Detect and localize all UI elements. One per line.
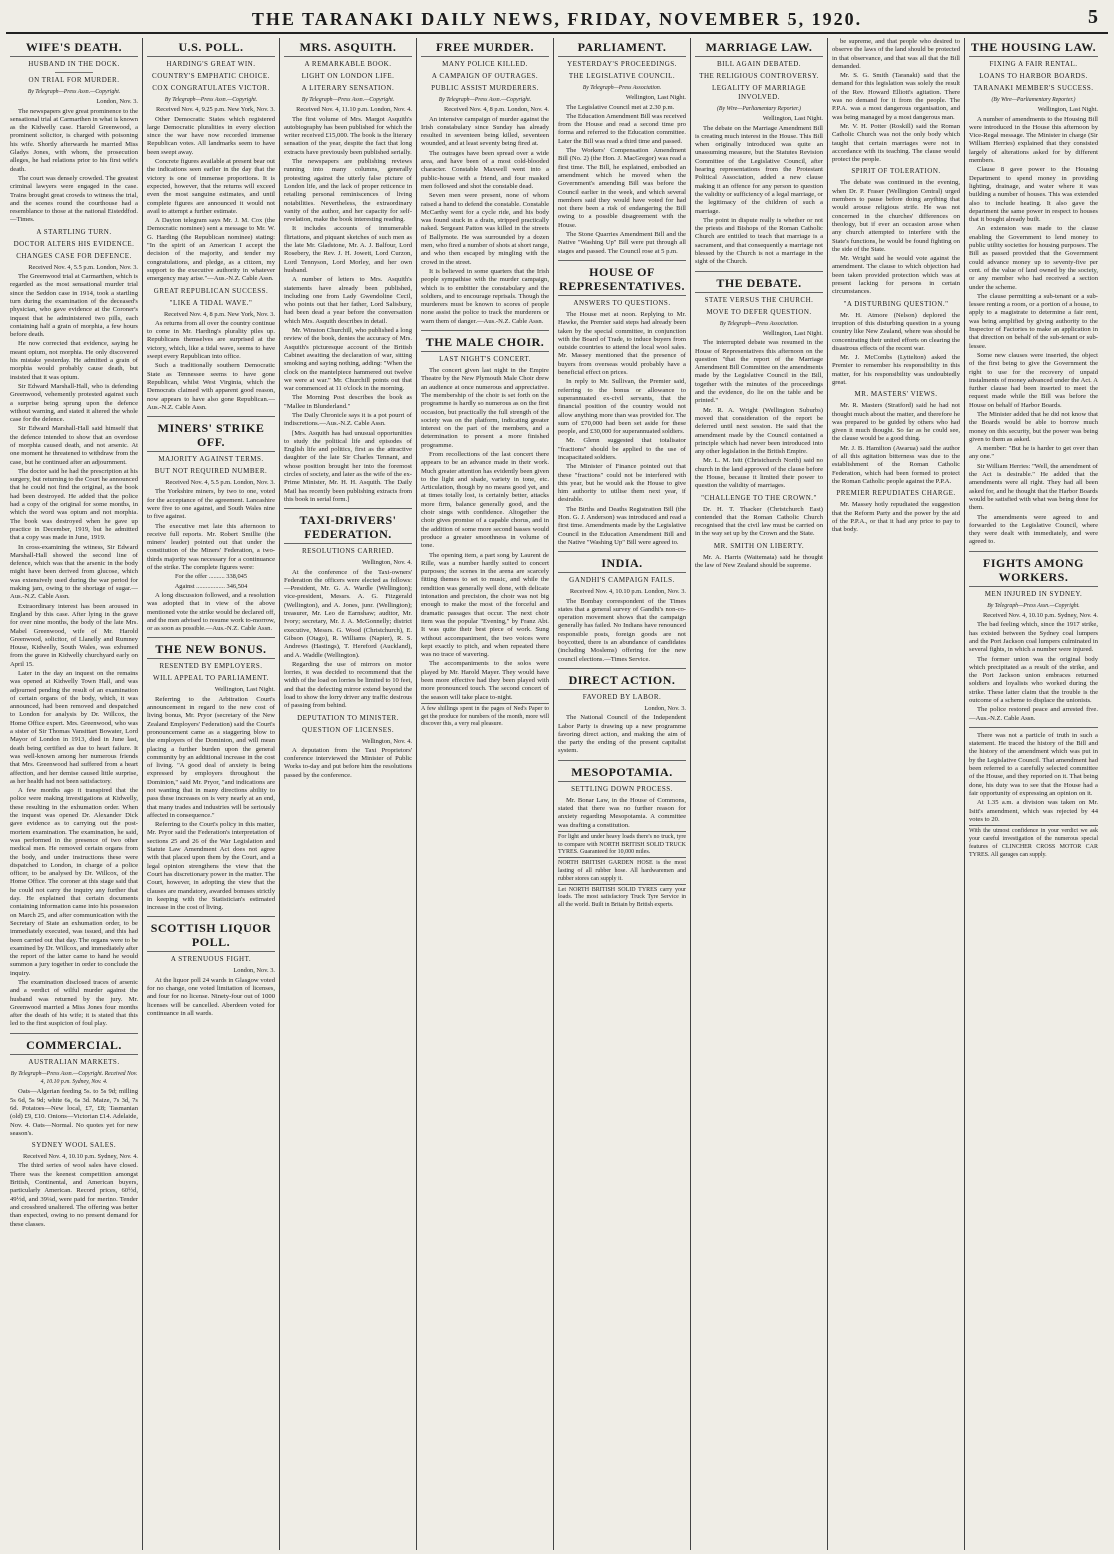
paragraph: The opening item, a part song by Laurent de Rille, was a number hardly suited to concert purposes; the scenes in the arena are scarcely fitting themes to set to music, and while the rendition was generally well done, with delicate intonation and precision, the choir was not big enough to make the most of the forceful and dramatic passages that occur. The next choir item was the popular "Evening," by Franz Abt. It was quite their best piece of work. Sung without accompaniment, the two voices were kept exactly to pitch, and when repeated there was no trace of wavering.: [421, 551, 549, 659]
column-2: [143, 38, 280, 1550]
headline-male-choir: THE MALE CHOIR.: [421, 335, 549, 352]
column-3: [280, 38, 417, 1550]
byline: By Telegraph—Press Association.: [719, 320, 799, 327]
paragraph: It is believed in some quarters that the Irish people sympathise with the murder campaign, which is to embitter the constabulary and the soldiers, and to encourage reprisals. Though the murderers must be known to scores of people none assist the police to track the murderers or warn them of danger.—Aus.-N.Z. Cable Assn.: [421, 267, 549, 325]
paragraph: Later in the day an inquest on the remains was opened at Kidwelly Town Hall, and was adjourned pending the result of an examination of certain organs of the body, which, it was announced, had been removed and despatched to London for analysis by Dr. Willcox, the Home Office expert. Mrs. Greenwood, who was a sister of Sir Thomas Vansittart Bowater, Lord Mayor of London in 1913, died in June last, death being certified as due to heart failure. It was well-known among her numerous friends that Mrs. Greenwood had suffered from a heart affection, and her demise caused little surprise, as her health had not been satisfactory.: [10, 670, 138, 785]
subhead: COUNTRY'S EMPHATIC CHOICE.: [152, 72, 270, 80]
subhead: "CHALLENGE TO THE CROWN.": [701, 493, 817, 502]
column-5: [554, 38, 691, 1550]
paragraph: Mr. H. Atmore (Nelson) deplored the irruption of this disturbing question in a young country like New Zealand, where was should be concentrating their united efforts on clearing the disastrous effects of the recent war.: [832, 311, 960, 352]
subhead: THE LEGISLATIVE COUNCIL.: [568, 72, 676, 80]
paragraph: Referring to the Arbitration Court's announcement in regard to the new cost of living bonus, Mr. Pryor (secretary of the New Zealand Employers' Federation) said the Court's pronouncement came as a staggering blow to the employers of the Dominion, and will mean placing a further burden upon the general community by an additional increase in the cost of living. "A good deal of anxiety is being expressed by employers throughout the Dominion," said Mr. Pryor, "and indications are not wanting that in many directions ability to pass these increases on is very nearly at an end, that many trades and industries will be seriously affected in consequence.": [147, 695, 275, 819]
subhead: A STARTLING TURN.: [36, 227, 112, 236]
paragraph: There was not a particle of truth in such a statement. He traced the history of the Bill and the history of the amendment which was put in by the Legislative Council. That amendment had been referred to a carefully selected committee of the House, and they reported on it. That being done, his duty was to see that the House had a fair opportunity of expressing an opinion on it.: [969, 731, 1098, 797]
paragraph: Mr. Winston Churchill, who published a long review of the book, denies the accuracy of Mrs. Asquith's picturesque account of the British Cabinet awaiting the declaration of war, sitting smoking and saying nothing, adding: "When the clock on the mantelpiece hammered out twelve we were at war." Mr. Churchill points out that war commenced at 11 o'clock in the morning.: [284, 327, 412, 393]
subhead: A CAMPAIGN OF OUTRAGES.: [431, 72, 539, 80]
paragraph: In cross-examining the witness, Sir Edward Marshall-Hall showed the second line of defence, which was that the arsenic in the body might have been derived from glucose, which was extensively used during the war period for making jam, owing to the shortage of sugar.—Aus.-N.Z. Cable Assn.: [10, 543, 138, 601]
subhead: SETTLING DOWN PROCESS.: [571, 784, 673, 793]
paragraph: The concert given last night in the Empire Theatre by the New Plymouth Male Choir drew an audience at once numerous and appreciative. The membership of the choir is set forth on the programme is hardly so numerous as on the first occasion, but practically the full strength of the society was on the platform, indicating greater interest on the part of the members, and a determination to present a more finished programme.: [421, 367, 549, 449]
subhead: MOVE TO DEFER QUESTION.: [706, 307, 812, 316]
divider: [969, 551, 1098, 552]
masthead: [6, 6, 1108, 34]
paragraph: The accompaniments to the solos were played by Mr. Harold Mayer. They would have been more effective had they been played with more pronounced touch. The second concert of the season will take place to-night.: [421, 660, 549, 701]
paragraph: Regarding the use of mirrors on motor lorries, it was decided to recommend that the width of the load on lorries be limited to 10 feet, and that the defecting mirror extend beyond the load to show the lorry driver any traffic desirous of passing from behind.: [284, 660, 412, 710]
paragraph: Mr. L. M. Isitt (Christchurch North) said no church in the land approved of the clause before the House, because it limited their power to question the validity of marriages.: [695, 457, 823, 490]
dateline: London, Nov. 3.: [233, 967, 275, 975]
columns: [6, 38, 1108, 1550]
dateline: Received Nov. 4, 10.10 p.m. Sydney, Nov. 4.: [22, 1153, 138, 1161]
subhead: ON TRIAL FOR MURDER.: [28, 76, 120, 84]
divider: [147, 637, 275, 638]
dateline: Wellington, Last Night.: [625, 94, 686, 102]
subhead: LIGHT ON LONDON LIFE.: [301, 72, 395, 80]
divider: [55, 72, 93, 73]
paragraph: Mr. Wright said he would vote against the amendment. The clause to which objection had been taken provided protection which was at present lacking for persons in certain circumstances.: [832, 255, 960, 296]
headline-marriage-law: MARRIAGE LAW.: [695, 40, 823, 57]
subhead: SPIRIT OF TOLERATION.: [851, 167, 941, 176]
divider: [695, 271, 823, 272]
headline-taxi-drivers: TAXI-DRIVERS' FEDERATION.: [284, 513, 412, 544]
paragraph: A long discussion followed, and a resolution was adopted that in view of the above mentioned vote the strike would be declared off, and the men advised to resume work to-morrow, or as soon as possible.—Aus.-N.Z. Cable Assn.: [147, 591, 275, 633]
subhead: WILL APPEAL TO PARLIAMENT.: [152, 674, 270, 683]
divider: [558, 668, 686, 669]
paragraph: The first volume of Mrs. Margot Asquith's autobiography has been published for which the writer received £15,000. The book is the literary sensation of the year, despite the fact that long extracts have previously been published serially.: [284, 115, 412, 156]
paragraph: The Greenwood trial at Carmarthen, which is regarded as the most sensational murder trial since the Seddon case in 1914, took a startling turn during the examination of the deceased's physician, who gave evidence at the Coroner's inquest that he administered two pills, each containing half a grain of morphia, a few hours before death.: [10, 273, 138, 339]
paragraph: The executive met late this afternoon to receive full reports. Mr. Robert Smillie (the miners' leader) pointed out that under the constitution of the Miners' Federation, a two-thirds majority was necessary for a continuance of the strike. The complete figures were:: [147, 522, 275, 572]
paragraph: Mr. Massey hotly repudiated the suggestion that the Reform Party and the power by the aid of the P.P.A., or that it had any price to pay to that body.: [832, 501, 960, 534]
paragraph: Mr. J. McCombs (Lyttelton) asked the Premier to remember his responsibility in this matter, for his responsibility was undoubtedly great.: [832, 354, 960, 386]
headline-housing-law: THE HOUSING LAW.: [969, 40, 1098, 57]
dateline: Wellington, Last Night.: [214, 686, 275, 694]
headline-parliament: PARLIAMENT.: [558, 40, 686, 57]
subhead: FAVORED BY LABOR.: [582, 692, 662, 701]
dateline: Wellington, Last Night.: [1037, 106, 1098, 114]
paragraph: A number of amendments to the Housing Bill were introduced in the House this afternoon by Vice-Regal message. The Minister in charge (Sir William Herries) explained that they consisted largely of alterations asked for by different members.: [969, 115, 1098, 165]
subhead: BILL AGAIN DEBATED.: [716, 60, 802, 68]
paragraph: The outrages have been spread over a wide area, and have been of a most cold-blooded character. Constable Maxwell went into a public-house with a friend, and four masked men followed and shot the constable dead.: [421, 149, 549, 190]
headline-commercial: COMMERCIAL.: [10, 1038, 138, 1055]
paragraph: [Mrs. Asquith has had unusual opportunities to study the political life and episodes of English life and politics, first as the attractive daughter of the late Sir Charles Tennant, and whose position brought her into the foremost circles of society, and later as the wife of the ex-Prime Minister, Mr. H. H. Asquith. The Daily Mail has recently been publishing extracts from this book in serial form.]: [284, 429, 412, 503]
subhead: MR. SMITH ON LIBERTY.: [713, 541, 805, 550]
headline-india: INDIA.: [558, 556, 686, 573]
headline-mrs-asquith: MRS. ASQUITH.: [284, 40, 412, 57]
subhead: ANSWERS TO QUESTIONS.: [573, 298, 671, 307]
headline-free-murder: FREE MURDER.: [421, 40, 549, 57]
paragraph: Concrete figures available at present bear out the indications seen earlier in the day that the victory is one of immense proportions. It is expected, however, that the returns will exceed even the most sanguine estimates, and until complete figures are announced it would not avail to attempt a further estimate.: [147, 158, 275, 215]
column-8: [965, 38, 1102, 1550]
paragraph: The Education Amendment Bill was received from the House and read a second time pro forma and referred to the Education committee. Later the Bill was read a third time and passed.: [558, 112, 686, 145]
headline-wifes-death: WIFE'S DEATH.: [10, 40, 138, 57]
dateline: Received Nov. 4, 11.10 p.m. London, Nov. 4.: [296, 106, 412, 114]
dateline: Received Nov. 4, 5.5 p.m. London, Nov. 3.: [165, 479, 275, 487]
dateline: Wellington, Last Night.: [762, 115, 823, 123]
dateline: Received Nov. 4, 8 p.m. London, Nov. 4.: [444, 106, 549, 114]
divider: [558, 260, 686, 261]
divider: [421, 330, 549, 331]
subhead: STATE VERSUS THE CHURCH.: [704, 295, 814, 304]
subhead: COX CONGRATULATES VICTOR.: [152, 84, 270, 92]
divider: [147, 916, 275, 917]
masthead-title: THE TARANAKI DAILY NEWS, FRIDAY, NOVEMBER 5, 1920.: [251, 8, 863, 29]
advertisement: A few shillings spent in the pages of Ned's Paper to get the produce for numbers of the month, more will discover this, a very real pleasure.: [421, 703, 549, 729]
subhead: QUESTION OF LICENSES.: [301, 725, 395, 734]
paragraph: The clause permitting a sub-tenant or a sub-lessee renting a room, or a portion of a house, to apply to a magistrate to determine a fair rent, was being amplified by giving authority to the Inspector of Factories to make an application in that direction on behalf of the sub-tenant or sub-lessee.: [969, 292, 1098, 350]
subhead: HUSBAND IN THE DOCK.: [28, 60, 120, 68]
paragraph: The amendments were agreed to and forwarded to the Legislative Council, where they were dealt with immediately, and were agreed to.: [969, 513, 1098, 546]
paragraph: Seven men were present, none of whom raised a hand to defend the constable. Constable McCarthy went for a cycle ride, and his body was found stuck in a drain, stripped practically naked. Sergeant Patton was killed in the streets of Ballymote. He was surrounded by a dozen men, who fired a number of shots at short range, and who then escaped by mingling with the crowd in the street.: [421, 192, 549, 266]
headline-direct-action: DIRECT ACTION.: [558, 673, 686, 690]
vote-for: For the offer .......... 338,045: [174, 573, 248, 581]
paragraph: It includes accounts of innumerable flirtations, and piquant sketches of such men as the late Mr. Gladstone, Mr. A. J. Balfour, Lord Rosebery, the Rev. J. H. Jowett, Lord Curzon, Lord Tennyson, Lord Morley, and her own husband.: [284, 225, 412, 274]
paragraph: Sir Edward Marshall-Hall said himself that the defence intended to show that an overdose of morphia caused death, and not arsenic. At one moment he threatened to withdraw from the case, but he continued after an adjournment.: [10, 425, 138, 466]
headline-us-poll: U.S. POLL.: [147, 40, 275, 57]
paragraph: Mr. R. A. Wright (Wellington Suburbs) moved that consideration of the report be deferred until next session. He said that the amendment made by the Council contained a principle which had never been introduced into any other legislation in the British Empire.: [695, 406, 823, 456]
paragraph: Dr. H. T. Thacker (Christchurch East) contended that the Roman Catholic Church recognised that the civil law must be carried on in the way set up by the Crown and the State.: [695, 505, 823, 538]
subhead: BUT NOT REQUIRED NUMBER.: [154, 467, 268, 476]
subhead: A LITERARY SENSATION.: [301, 84, 395, 92]
paragraph: Mr. Glenn suggested that totalisator "fractions" should be applied to the use of incapacitated soldiers.: [558, 437, 686, 461]
subhead: SYDNEY WOOL SALES.: [31, 1141, 117, 1150]
paragraph: At the liquor poll 24 wards in Glasgow voted for no change, one voted limitation of licenses, and four for no license. Ninety-four out of 1000 licenses will be cancelled. Aberdeen voted for continuance in all wards.: [147, 976, 275, 1017]
divider: [147, 416, 275, 417]
paragraph: The examination disclosed traces of arsenic and a verdict of wilful murder against the husband was returned by the jury. Mr. Greenwood married a Miss Jones four months after the death of his wife; it is stated that this led to the first suspicion of foul play.: [10, 978, 138, 1028]
column-1: [6, 38, 143, 1550]
paragraph: The debate was continued in the evening, when Dr. P. Fraser (Wellington Central) urged members to pause before doing anything that would arouse religious strife. He was not concerned in the churches' differences on theology, but if ever an occasion arose when any church attempted to interfere with the State's functions, he would be found fighting on the side of the State.: [832, 179, 960, 253]
subhead: CHANGES CASE FOR DEFENCE.: [16, 251, 132, 260]
subhead: A STRENUOUS FIGHT.: [170, 955, 252, 964]
dateline: Wellington, Nov. 4.: [361, 559, 412, 567]
paragraph: He now corrected that evidence, saying he meant opium, not morphia. He only discovered his mistake yesterday. He admitted a grain of morphia would probably cause death, but insisted that it was opium.: [10, 340, 138, 381]
dateline: Received Nov. 4, 5.5 p.m. London, Nov. 3.: [28, 263, 138, 271]
paragraph: The Yorkshire miners, by two to one, voted for the acceptance of the agreement. Lancashire were five to one against, and South Wales nine to five against.: [147, 488, 275, 521]
subhead: DEPUTATION TO MINISTER.: [297, 713, 399, 722]
paragraph: The Workers' Compensation Amendment Bill (No. 2) (the Hon. J. MacGregor) was read a first time. The Bill, he explained, embodied an amendment which he moved when the Government's amending Bill was before the Council earlier in the week, and which several members said they would have voted for had not there been a risk of endangering the Bill owing to a possible disagreement with the House.: [558, 147, 686, 229]
subhead: "LIKE A TIDAL WAVE.": [169, 298, 253, 307]
subhead: HARDING'S GREAT WIN.: [166, 60, 256, 68]
subhead: MAJORITY AGAINST TERMS.: [158, 455, 264, 464]
byline: By Telegraph—Press Assn.—Copyright.: [301, 97, 395, 103]
byline: (By Wire—Parliamentary Reporter.): [991, 97, 1076, 103]
paragraph: The newspapers are publishing reviews running into many columns, generally protesting against the utterly false picture of London life, and the lack of proper reticence in retailing personal reminiscences of living notabilities. Nevertheless, the extraordinary vanity of the author, and her capacity for self-revelation, make the book interesting reading.: [284, 158, 412, 224]
paragraph: The Stone Quarries Amendment Bill and the Native "Washing Up" Bill were put through all stages and passed. The Council rose at 5 p.m.: [558, 231, 686, 255]
advertisement: Let NORTH BRITISH SOLID TYRES carry your loads. The most satisfactory Truck Tyre Service in all the world. Built in Britain by British experts.: [558, 884, 686, 910]
subhead: LEGALITY OF MARRIAGE INVOLVED.: [711, 84, 807, 101]
paragraph: Extraordinary interest has been aroused in England by this case. After lying in the grave for over nine months, the body of the late Mrs. Mabel Greenwood, wife of Mr. Harold Greenwood, solicitor, of Llanelly and Rumney House, Kidwelly, South Wales, was exhumed from the grave in Kidwelly churchyard early on April 15.: [10, 602, 138, 668]
paragraph: At 1.35 a.m. a division was taken on Mr. Isitt's amendment, which was rejected by 44 votes to 20.: [969, 799, 1098, 823]
paragraph: Sir Edward Marshall-Hall, who is defending Greenwood, vehemently protested against such a surprise being sprung upon the defence without warning, and stated it altered the whole case for the defence.: [10, 382, 138, 424]
subhead: LAST NIGHT'S CONCERT.: [439, 355, 531, 364]
divider: [10, 1033, 138, 1034]
dateline: Received Nov. 4, 10.10 p.m. Sydney, Nov. 4.: [982, 612, 1098, 620]
paragraph: The newspapers give great prominence to the sensational trial at Carmarthen in what is known as the Kidwelly case. Harold Greenwood, a prominent solicitor, is charged with poisoning his wife. Shortly afterwards he married Miss Gladys Jones, with whom, the prosecution alleges, he had relations prior to his first wife's death.: [10, 107, 138, 173]
paragraph: The bad feeling which, since the 1917 strike, has existed between the Sydney coal lumpers and the Port Jackson coal lumpers culminated in several fights, in which a number were injured.: [969, 621, 1098, 654]
advertisement: NORTH BRITISH GARDEN HOSE is the most lasting of all rubber hose. All hardwaremen and rubber stores can supply it.: [558, 857, 686, 883]
paragraph: Some new clauses were inserted, the object of the first being to give the Government the right to use for the recovery of unpaid instalments of money advanced under the Act. A further clause had been inserted to meet the request made while the Bill was before the House on behalf of Harbor Boards.: [969, 351, 1098, 409]
subhead: RESENTED BY EMPLOYERS.: [159, 662, 263, 671]
paragraph: Other Democratic States which registered large Democratic pluralities in every election since the war have now recorded immense Republican votes. All landmarks seem to have been swept away.: [147, 115, 275, 156]
paragraph: The Minister added that he did not know that the Boards would be able to borrow much money on this security, but the power was being given to them as asked.: [969, 410, 1098, 443]
paragraph: Such a traditionally southern Democratic State as Tennessee seems to have gone Republican, whilst West Virginia, which the Democrats claimed with apparent good reason, now appears to have also gone Republican.—Aus.-N.Z. Cable Assn.: [147, 362, 275, 411]
paragraph: A member: "But he is harder to get over than any one.": [969, 445, 1098, 461]
subhead: FIXING A FAIR RENTAL.: [989, 60, 1078, 68]
headline-fights-among-workers: FIGHTS AMONG WORKERS.: [969, 556, 1098, 587]
subhead: GANDHI'S CAMPAIGN FAILS.: [569, 576, 675, 585]
paragraph: The doctor said he had the prescription at his surgery, but returning to the Court he announced that he could not find the original, as the book had been destroyed. He added that the police had a copy of the original for some months, in which the word was opium and not morphia. The book was destroyed when he gave up practice in December, 1919, but he admitted that a copy was made in June, 1919.: [10, 467, 138, 542]
paragraph: The former union was the original body which precipitated as a result of the strike, and the Port Jackson union embraces returned soldiers and loyalists who worked during the strike. These latter claim that the trouble is the outcome of a scheme to displace the unionists.: [969, 655, 1098, 704]
paragraph: The third series of wool sales have closed. There was the keenest competition amongst British, Continental, and American buyers, particularly American. Record prices, 60½d, 49½d, and 39¼d, were paid for merino. Tender and crossbred unaltered. The offering was better than expected, owing to no present demand for these classes.: [10, 1162, 138, 1228]
dateline: Received Nov. 4, 10.10 p.m. London, Nov. 3.: [569, 588, 686, 596]
paragraph: Mr. R. Masters (Stratford) said he had not thought much about the matter, and therefore he was prepared to be guided by others who had given it much thought. So far as he could see, the clause would be a good thing.: [832, 402, 960, 443]
headline-new-bonus: THE NEW BONUS.: [147, 642, 275, 659]
divider: [558, 760, 686, 761]
divider: [969, 727, 1098, 728]
subhead: MANY POLICE KILLED.: [442, 60, 528, 68]
subhead: THE RELIGIOUS CONTROVERSY.: [699, 72, 819, 80]
subhead: RESOLUTIONS CARRIED.: [301, 547, 395, 556]
divider: [558, 551, 686, 552]
subhead: A REMARKABLE BOOK.: [304, 60, 392, 68]
dateline: London, Nov. 3.: [96, 98, 138, 106]
paragraph: The interrupted debate was resumed in the House of Representatives this afternoon on the question "that the report of the Marriage Amendment Bill Committee on the amendments made by the Legislative Council in the Bill, together with the minutes of the proceedings and the evidence, do lie on the table and be printed.": [695, 339, 824, 405]
paragraph: In reply to Mr. Sullivan, the Premier said, referring to the bonus or allowance to superannuated ex-civil servants, that the financial position of the country would not allow anything more than was provided for. The sum of £70,000 had been set aside for these people, and £30,000 for superannuated soldiers.: [558, 378, 686, 436]
paragraph: The Morning Post describes the book as "Mallee in Blunderland.": [284, 394, 412, 410]
advertisement: With the utmost confidence in your verdict we ask your careful investigation of the numerous special features of CLINCHER CROSS MOTOR CAR TYRES. All garages can supply.: [969, 825, 1098, 859]
byline: By Telegraph—Press Assn.—Copyright.: [987, 602, 1080, 609]
headline-house-of-representatives: HOUSE OF REPRESENTATIVES.: [558, 265, 686, 296]
divider: [284, 508, 412, 509]
paragraph: The Bombay correspondent of the Times states that a general survey of Gandhi's non-co-operation movement shows that the campaign generally has failed. No Indians have renounced responsible posts, foreign goods are not boycotted, there is an abundance of candidates (including Moslems) offering for the new council elections.—Times Service.: [558, 597, 686, 663]
column-7: [828, 38, 965, 1550]
subhead: AUSTRALIAN MARKETS.: [28, 1057, 120, 1066]
paragraph: Referring to the Court's policy in this matter, Mr. Pryor said the Federation's interpretation of sections 25 and 26 of the War Legislation and Statute Law Amendment Act does not agree with that placed upon them by the Court, and a legal opinion strengthens the view that the Court has discretionary power in the matter. The Court, however, in adopting the view that the clauses are mandatory, awarded bonuses strictly in keeping with the Statistician's estimated increase in the cost of living.: [147, 821, 275, 912]
paragraph: The police restored peace and arrested five.—Aus.-N.Z. Cable Assn.: [969, 706, 1098, 722]
dateline: London, Nov. 3.: [644, 704, 686, 712]
paragraph: The Daily Chronicle says it is a pot pourri of indiscretions.—Aus.-N.Z. Cable Assn.: [284, 411, 412, 428]
paragraph: Mr. J. B. Hamilton (Awarua) said the author of all this agitation bitterness was due to the establishment of the Roman Catholic Federation, which had been formed to protect the Roman Catholic people against the P.P.A.: [832, 444, 960, 485]
paragraph: A few months ago it transpired that the police were making investigations at Kidwelly, these resulting in the exhumation order. When the inquest was opened Dr. Alexander Dick gave evidence as to carrying out the post-mortem examination. The examination, he said, was performed in the presence of two other medical men. He removed certain organs from the body, and under instructions these were dispatched to London, in charge of a police officer, to be analysed by Dr. Willcox, of the Home Office. The coroner at this stage said that he could not carry the inquiry any further that day. He explained that certain documents containing information came into his possession on March 25, and after communication with the Secretary of State an exhumation order, to be immediately executed, was issued, and this had been carried out that day. The organs were to be examined by Dr. Willcox, and immediately after the report of the latter came to hand he would summon a jury together in order to conclude the inquiry.: [10, 787, 138, 977]
paragraph: Mr. Bonar Law, in the House of Commons, stated that there was no further reason for anxiety regarding Mesopotamia. A committee was drafting a constitution.: [558, 796, 686, 829]
subhead: YESTERDAY'S PROCEEDINGS.: [567, 60, 677, 68]
headline-the-debate: THE DEBATE.: [695, 276, 823, 293]
paragraph: Mr. V. H. Potter (Roskill) said the Roman Catholic Church was not the only body which taught that certain marriages were not in accordance with its teaching. The clause would protect the people.: [832, 122, 960, 164]
paragraph: The Minister of Finance pointed out that these "fractions" could not be interfered with this year, but he would ask the House to give him authority to utilise them next year, if desirable.: [558, 463, 686, 504]
vote-against: Against .................. 346,504: [174, 582, 248, 590]
page-number: 5: [1088, 6, 1098, 28]
subhead: "A DISTURBING QUESTION.": [843, 299, 949, 308]
subhead: TARANAKI MEMBER'S SUCCESS.: [973, 84, 1094, 92]
byline: By Telegraph—Press Assn.—Copyright.: [27, 89, 121, 95]
paragraph: The Legislative Council met at 2.30 p.m.: [566, 103, 675, 111]
paragraph: Mr. A. Harris (Waitemata) said he thought the law of New Zealand should be supreme.: [695, 553, 823, 570]
column-6: [691, 38, 828, 1550]
byline: (By Wire—Parliamentary Reporter.): [717, 106, 801, 112]
paragraph: As returns from all over the country continue to come in Mr. Harding's plurality piles up. Republicans themselves are surprised at the victory, which, like a tidal wave, seems to have swept every Republican into office.: [147, 319, 275, 361]
headline-miners-strike: MINERS' STRIKE OFF.: [147, 421, 275, 452]
subhead: MR. MASTERS' VIEWS.: [854, 390, 938, 399]
paragraph: Oats—Algerian feeding 5s. to 5s 9d; milling 5s 6d, 5s 9d; white 6s, 6s 3d. Maize, 7s 3d, 7s 6d. Potatoes—New local, £7, £8; Tasmanian (old) £9, £10. Onions—Victorian £14. Adelaide, Nov. 4. Oats—Normal. No quotes yet for new season's.: [10, 1088, 138, 1137]
paragraph: The debate on the Marriage Amendment Bill is creating much interest in the House. This Bill when originally introduced was quite an unassuming measure, but the Statutes Revision Committee of the Legislative Council, after hearing representations from the Protestant Political Association, added a new clause making it an offence for any person to question the validity or sufficiency of a legal marriage, or the legitimacy of the children of such a marriage.: [695, 124, 823, 215]
paragraph: An extension was made to the clause enabling the Government to lend money to public utility societies for housing purposes. The Bill as passed provided that the Government could advance money up to seventy-five per cent. of the value of land owned by the society, or any member who had received a section under the scheme.: [969, 225, 1098, 291]
paragraph: A number of letters to Mrs. Asquith's statements have already been published, including one from Lady Gwendoline Cecil, who points out that her father, Lord Salisbury, had been dead a year before the conversation which Mrs. Asquith describes in detail.: [284, 276, 412, 325]
subhead: MEN INJURED IN SYDNEY.: [984, 589, 1083, 598]
dateline: Received Nov. 4, 9.25 p.m. New York, Nov. 3.: [156, 106, 275, 114]
paragraph: The House met at noon. Replying to Mr. Hawke, the Premier said steps had already been taken by the special committee, in conjunction with the Board of Trade, to induce buyers from outside countries to attend the local wool sales. Mr. Massey mentioned that the presence of buyers from overseas would probably have a beneficial effect on prices.: [558, 310, 686, 377]
headline-mesopotamia: MESOPOTAMIA.: [558, 765, 686, 782]
byline: By Telegraph—Press Assn.—Copyright.: [164, 97, 258, 103]
paragraph: An intensive campaign of murder against the Irish constabulary since Sunday has already resulted in seventeen being killed, seventeen wounded, and at least seventy being fired at.: [421, 115, 549, 148]
subhead: GREAT REPUBLICAN SUCCESS.: [153, 286, 269, 295]
paragraph: be supreme, and that people who desired to observe the laws of the land should be protected in that observance, and that was all that the Bill demanded.: [832, 38, 960, 70]
advertisement: For light and under heavy loads there's no truck, tyre to compare with NORTH BRITISH SOLID TRUCK TYRES. Guaranteed for 10,000 miles.: [558, 831, 686, 857]
paragraph: The point in dispute really is whether or not the priests and Bishops of the Roman Catholic Church are entitled to teach that marriage is a sacrament, and that consequently a marriage not blessed by the Church is not a marriage in the sight of the Church.: [695, 216, 823, 266]
paragraph: Clause 8 gave power to the Housing Department to spend money in providing lighting, drainage, and water where it was building a number of houses. This was extended also to include heating. It also gave the department the same power in respect to houses that it bought already built.: [969, 166, 1098, 224]
byline: By Telegraph—Press Assn.—Copyright. Received Nov. 4, 10.10 p.m. Sydney, Nov. 4.: [10, 1070, 138, 1086]
subhead: PUBLIC ASSIST MURDERERS.: [431, 84, 539, 92]
subhead: PREMIER REPUDIATES CHARGE.: [836, 489, 956, 498]
subhead: LOANS TO HARBOR BOARDS.: [979, 72, 1088, 80]
column-4: [417, 38, 554, 1550]
paragraph: A Dayton telegram says Mr. J. M. Cox (the Democratic nominee) sent a message to Mr. W. G. Harding (the Republican nominee) stating: "In the spirit of an American I accept the decision of the majority, and tender my congratulations, and pledge, as a citizen, my support to the executive authority in whatever emergency may arise."—Aus.-N.Z. Cable Assn.: [147, 217, 275, 283]
paragraph: From recollections of the last concert there appears to be an advance made in their work. Much greater attention has evidently been given to the light and shade, variety in tone, etc. Articulation, though by no means good yet, and at times totally lost, is certainly better, attacks more firm, balance generally good, and the choir sings with confidence. Altogether the choir gives promise of a capable chorus, and in the addition of some more second basses would produce a greater smoothness in volume of tone.: [421, 450, 549, 550]
dateline: Wellington, Nov. 4.: [361, 737, 412, 745]
paragraph: At the conference of the Taxi-owners' Federation the officers were elected as follows:—President, Mr. G. A. Wardle (Wellington); vice-president, Messrs. A. G. Fitzgerald (Wellington), and A. Jones, junr. (Wellington); treasurer, Mr. Leo de Earnshaw; auditor, Mr. Ivory; secretary, Mr. J. A. McGonnelly; district executive, Messrs. G. Wood (Christchurch), E. Gibson (Otago), R. Williams (Napier), R. S. Andrews (Hastings), T. Hereford (Auckland), and A. Waddle (Wellington).: [284, 568, 412, 659]
paragraph: The court was densely crowded. The greatest criminal lawyers were engaged in the case. Trains brought great crowds to witness the trial, and the scenes round the courthouse had a resemblance to those at the national Eisteddfod.—Times.: [10, 174, 138, 224]
byline: By Telegraph—Press Association.: [582, 85, 662, 91]
byline: By Telegraph—Press Assn.—Copyright.: [438, 97, 532, 103]
paragraph: Sir William Herries: "Well, the amendment of the Act is desirable." He added that the amendments were all right. They had all been asked for, and he thought that the Harbor Boards would be satisfied with what was being done for them.: [969, 462, 1098, 512]
paragraph: The Births and Deaths Registration Bill (the Hon. G. J. Anderson) was introduced and read a first time. Amendments made by the Legislative Council in the Education Amendment Bill and the Native "Washing Up" Bill were agreed to.: [558, 505, 686, 546]
headline-scottish-liquor: SCOTTISH LIQUOR POLL.: [147, 921, 275, 952]
dateline: Received Nov. 4, 8 p.m. New York, Nov. 3.: [164, 310, 275, 318]
paragraph: Mr. S. G. Smith (Taranaki) said that the demand for this legislation was solely the result of the Rev. Howard Elliott's agitation. There was no demand for it from the people. The P.P.A. was a most dangerous organisation, and was being managed by a most dangerous man.: [832, 72, 960, 121]
paragraph: The National Council of the Independent Labor Party is drawing up a new programme favoring direct action, and making the aim of the party the ending of the present capitalist system.: [558, 714, 686, 755]
dateline: Wellington, Last Night.: [762, 329, 823, 337]
paragraph: A deputation from the Taxi Proprietors' conference interviewed the Minister of Public Works to-day and put before him the resolutions passed by the conference.: [284, 746, 412, 779]
subhead: DOCTOR ALTERS HIS EVIDENCE.: [13, 239, 135, 248]
